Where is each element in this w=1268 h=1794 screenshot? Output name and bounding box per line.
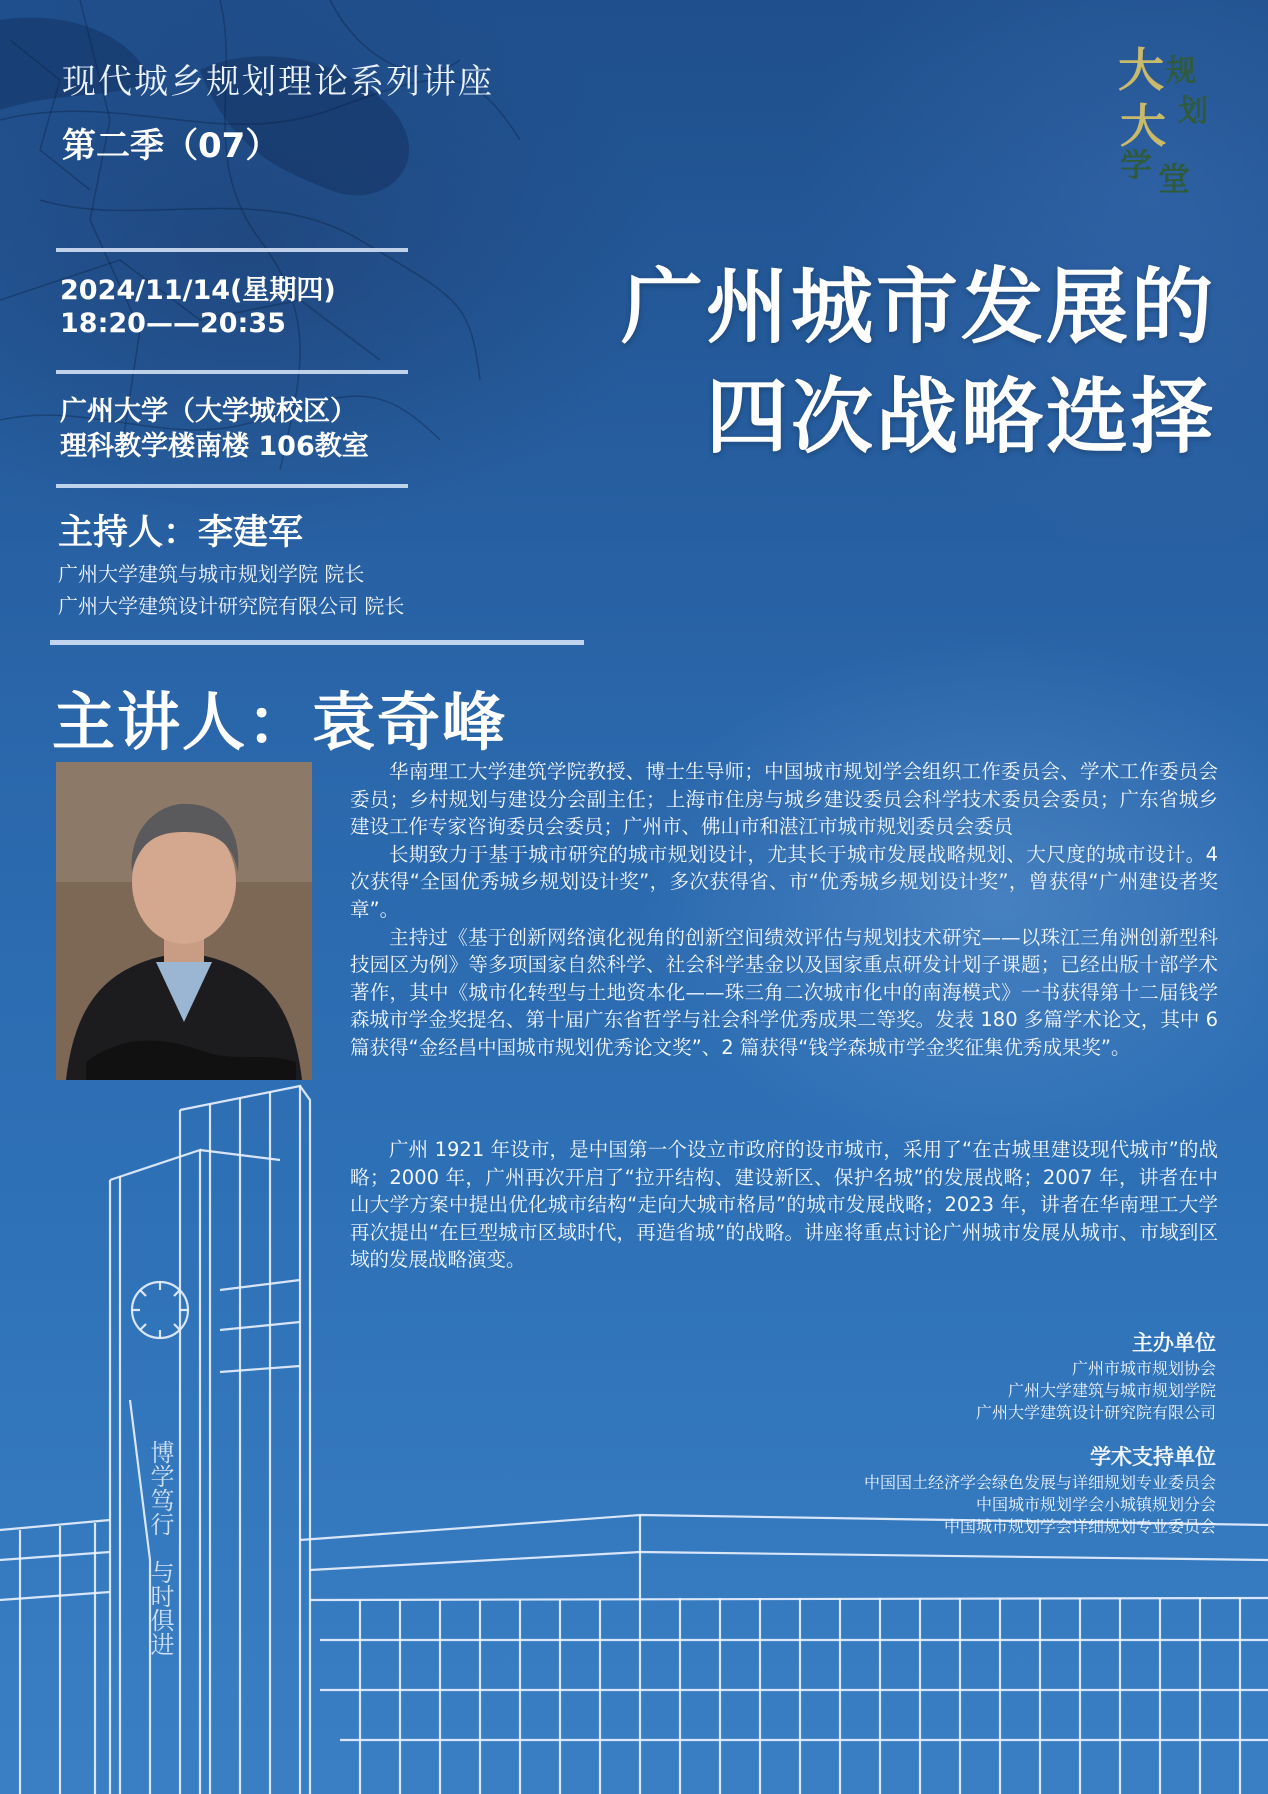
lecture-intro <box>350 1136 1218 1274</box>
bio-paragraph: 华南理工大学建筑学院教授、博士生导师；中国城市规划学会组织工作委员会、学术工作委员会委员；乡村规划与建设分会副主任；上海市住房与城乡建设委员会科学技术委员会委员；广东省城乡建设工作专家咨询委员会委员；广州市、佛山市和湛江市城市规划委员会委员 <box>350 760 1218 839</box>
lecture-hall-logo <box>1118 30 1228 220</box>
lecture-title-line-2: 四次战略选择 <box>705 370 1216 465</box>
supporter-item: 中国城市规划学会小城镇规划分会 <box>975 1495 1216 1514</box>
supporter-item: 中国国土经济学会绿色发展与详细规划专业委员会 <box>863 1473 1216 1492</box>
series-title: 现代城乡规划理论系列讲座 <box>62 62 494 102</box>
speaker-bio <box>350 758 1218 1062</box>
divider <box>50 640 584 645</box>
intro-paragraph: 广州 1921 年设市，是中国第一个设立市政府的设市城市，采用了“在古城里建设现代城市”的战略；2000 年，广州再次开启了“拉开结构、建设新区、保护名城”的发展战略；2007 年，讲者在中山大学方案中提出优化城市结构“走向大城市格局”的城市发展战略；2023 年，讲者在华南理工大学再次提出“在巨型城市区域时代，再造省城”的战略。讲座将重点讨论广州城市发展从城市、市域到区域的发展战略演变。 <box>350 1138 1218 1272</box>
supporters-heading: 学术支持单位 <box>1090 1445 1216 1469</box>
tower-vertical-text-1: 博学笃行 <box>146 1440 174 1536</box>
divider <box>56 370 408 374</box>
speaker-portrait-illustration <box>56 762 312 1080</box>
logo-char: 规 <box>1166 54 1196 89</box>
organizers-heading: 主办单位 <box>1132 1331 1216 1355</box>
bio-paragraph: 主持过《基于创新网络演化视角的创新空间绩效评估与规划技术研究——以珠江三角洲创新型科技园区为例》等多项国家自然科学、社会科学基金以及国家重点研发计划子课题；已经出版十部学术著作，其中《城市化转型与土地资本化——珠三角二次城市化中的南海模式》一书获得第十二届钱学森城市学金奖提名、第十届广东省哲学与社会科学优秀成果二等奖。发表 180 多篇学术论文，其中 6 篇获得“金经昌中国城市规划优秀论文奖”、2 篇获得“钱学森城市学金奖征集优秀成果奖”。 <box>350 925 1218 1059</box>
host-name: 主持人：李建军 <box>58 513 304 553</box>
logo-char: 大 <box>1120 99 1166 153</box>
speaker-photo <box>56 762 312 1080</box>
academic-supporters <box>864 1442 1216 1538</box>
venue-line-1: 广州大学（大学城校区） <box>60 396 357 427</box>
logo-char: 划 <box>1178 94 1208 129</box>
season-label: 第二季（07） <box>62 126 280 166</box>
lecture-title <box>621 253 1216 473</box>
organizer-item: 广州大学建筑与城市规划学院 <box>1007 1381 1216 1400</box>
logo-char: 学 <box>1120 146 1153 184</box>
host-titles <box>58 558 404 622</box>
event-time: 18:20——20:35 <box>60 308 286 339</box>
lecture-title-line-1: 广州城市发展的 <box>620 260 1216 355</box>
divider <box>56 248 408 252</box>
logo-char: 大 <box>1118 43 1164 97</box>
logo-char: 堂 <box>1158 160 1191 198</box>
event-datetime <box>60 274 336 340</box>
venue-line-2: 理科教学楼南楼 106教室 <box>60 431 369 462</box>
host-title-1: 广州大学建筑与城市规划学院 院长 <box>58 562 365 586</box>
organizers <box>976 1328 1216 1424</box>
divider <box>56 484 408 488</box>
event-venue <box>60 394 369 464</box>
supporter-item: 中国城市规划学会详细规划专业委员会 <box>943 1517 1216 1536</box>
bio-paragraph: 长期致力于基于城市研究的城市规划设计，尤其长于城市发展战略规划、大尺度的城市设计。4 次获得“全国优秀城乡规划设计奖”，多次获得省、市“优秀城乡规划设计奖”，曾获得“广州建设者奖章”。 <box>350 842 1218 921</box>
event-date: 2024/11/14(星期四) <box>60 275 336 306</box>
organizer-item: 广州大学建筑设计研究院有限公司 <box>975 1403 1216 1422</box>
tower-vertical-text-2: 与时俱进 <box>146 1560 174 1656</box>
speaker-name: 主讲人：袁奇峰 <box>52 686 507 759</box>
host-title-2: 广州大学建筑设计研究院有限公司 院长 <box>58 594 405 618</box>
organizer-item: 广州市城市规划协会 <box>1071 1359 1216 1378</box>
